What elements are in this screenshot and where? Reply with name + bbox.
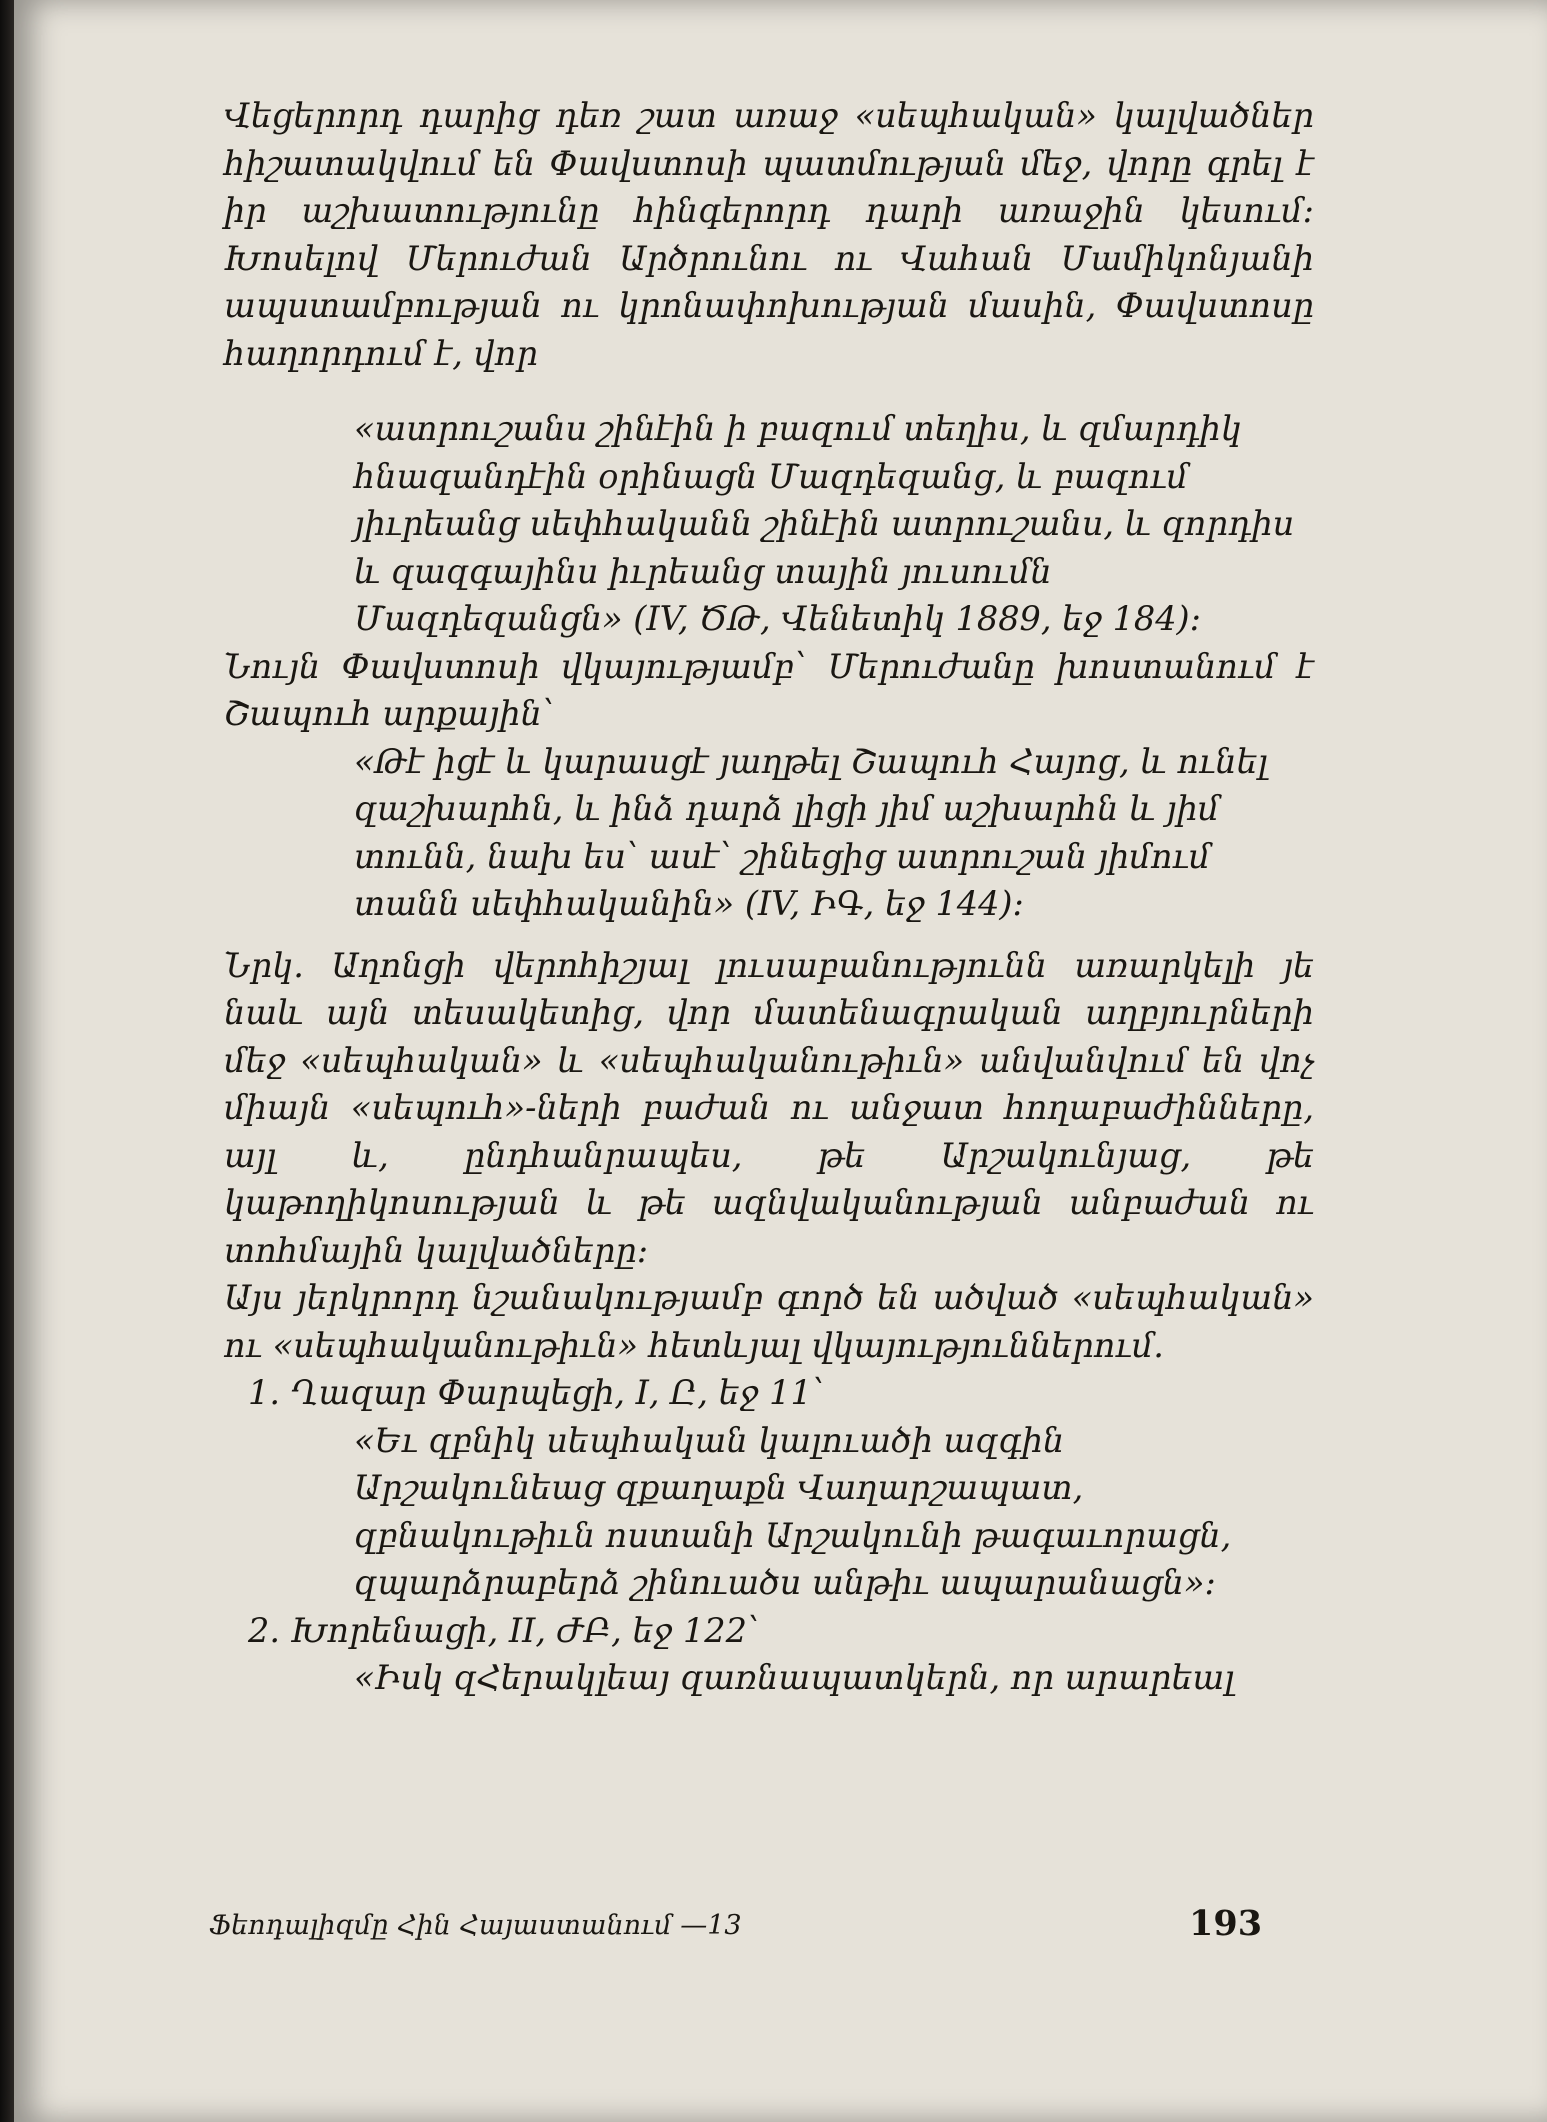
- quote-2: «Թէ իցէ և կարասցէ յաղթել Շապուհ Հայոց, և ունել զաշխարհն, և ինձ դարձ լիցի յիմ աշխարհն և յիմ տունն, նախ ես՝ ասէ՝ շինեցից ատրուշան յիմում տանն սեփհականին» (IV, ԻԳ, եջ 144)։: [354, 741, 1268, 923]
- list-item-1: 1. Ղազար Փարպեցի, I, Ը, եջ 11՝: [248, 1373, 824, 1412]
- body-text: [224, 92, 1314, 1702]
- list-item-2: 2. Խորենացի, II, ԺԲ, եջ 122՝: [248, 1610, 760, 1650]
- quote-1: «ատրուշանս շինէին ի բազում տեղիս, և զմարդիկ հնազանդէին օրինացն Մազդեզանց, և բազում յիւրեանց սեփհականն շինէին ատրուշանս, և զորդիս և զազգայինս իւրեանց տային յուսումն Մազդեզանցն» (IV, ԾԹ, Վենետիկ 1889, եջ 184)։: [354, 409, 1295, 638]
- paragraph-2: Նույն Փավստոսի վկայությամբ՝ Մերուժանը խոստանում է Շապուհ արքային՝: [224, 646, 1314, 733]
- paragraph-4: Այս յերկրորդ նշանակությամբ գործ են ածված «սեպհական» ու «սեպհականութիւն» հետևյալ վկայություններում.: [224, 1278, 1314, 1365]
- quote-3: «Եւ զբնիկ սեպհական կալուածի ազգին Արշակունեաց զքաղաքն Վաղարշապատ, զբնակութիւն ոստանի Արշակունի թագաւորացն, զպարձրաբերձ շինուածս անթիւ ապարանացն»։: [354, 1420, 1232, 1602]
- paragraph-3: Նրկ. Աղոնցի վերոհիշյալ լուսաբանությունն առարկելի յե նաև այն տեսակետից, վոր մատենագրական աղբյուրների մեջ «սեպհական» և «սեպհականութիւն» անվանվում են վոչ միայն «սեպուհ»-ների բաժան ու անջատ հողաբաժինները, այլ և, ընդհանրապես, թե Արշակունյաց, թե կաթողիկոսության և թե ազնվականության անբաժան ու տոհմային կալվածները։: [224, 945, 1314, 1270]
- book-page: [14, 0, 1547, 2122]
- page-number: 193: [1189, 1903, 1263, 1944]
- running-footer: Ֆեոդալիզմը Հին Հայաստանում —13: [209, 1910, 742, 1941]
- book-spine-edge: [0, 0, 14, 2122]
- quote-4: «Իսկ զՀերակլեայ զառնապատկերն, որ արարեալ: [354, 1658, 1235, 1697]
- paragraph-1: Վեցերորդ դարից դեռ շատ առաջ «սեպհական» կալվածներ հիշատակվում են Փավստոսի պատմության մեջ, վորը գրել է իր աշխատությունը հինգերորդ դարի առաջին կեսում։ Խոսելով Մերուժան Արծրունու ու Վահան Մամիկոնյանի ապստամբության ու կրոնափոխության մասին, Փավստոսը հաղորդում է, վոր: [224, 96, 1314, 373]
